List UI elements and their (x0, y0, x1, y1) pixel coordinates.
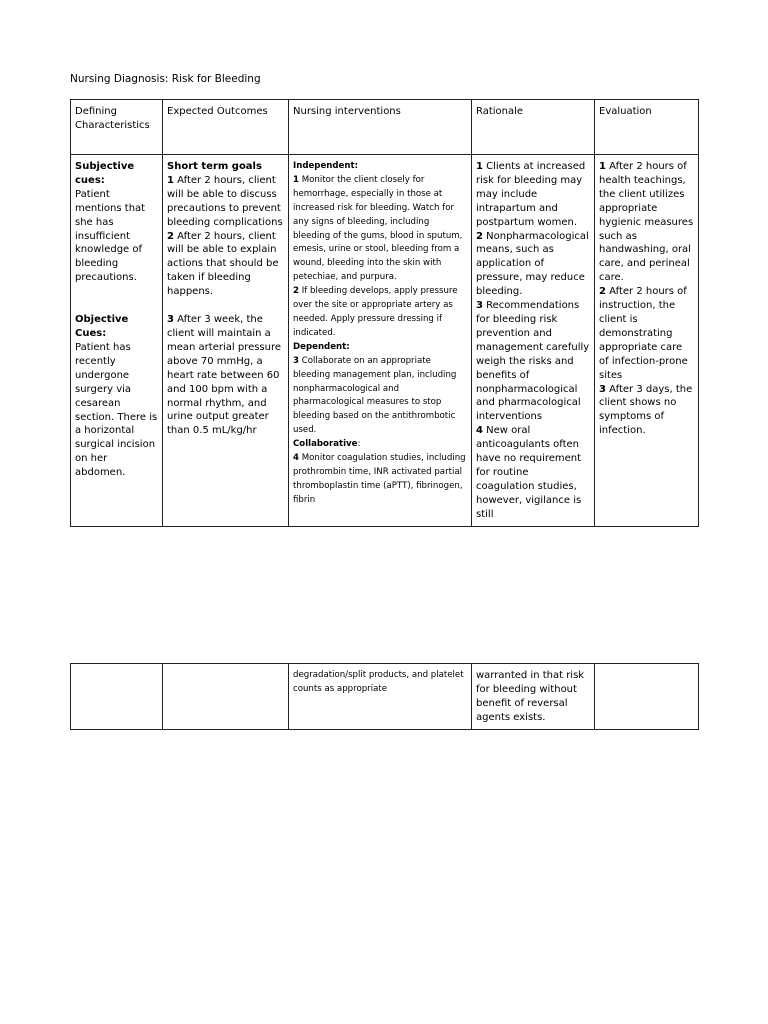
rationale-item: 2 Nonpharmacological means, such as application of pressure, may reduce bleeding. (476, 230, 589, 298)
intervention-item: 2 If bleeding develops, apply pressure over the site or appropriate artery as needed. Apply pressure dressing if indicated. (293, 286, 458, 338)
document-title: Nursing Diagnosis: Risk for Bleeding (70, 73, 261, 85)
outcome-item: 1 After 2 hours, client will be able to discuss precautions to prevent bleeding complications (167, 174, 283, 228)
objective-cues-text: Patient has recently undergone surgery via cesarean section. There is a horizontal surgical incision on her abdomen. (75, 341, 158, 479)
subjective-cues-text: Patient mentions that she has insufficient knowledge of bleeding precautions. (75, 188, 146, 284)
rationale-cell-continued: warranted in that risk for bleeding without benefit of reversal agents exists. (472, 664, 595, 730)
expected-outcomes-cell (163, 155, 289, 527)
independent-label: Independent: (293, 161, 359, 171)
intervention-item: 4 Monitor coagulation studies, including prothrombin time, INR activated partial thromboplastin time (aPTT), fibrinogen, fibrin (293, 453, 466, 505)
evaluation-item: 2 After 2 hours of instruction, the client is demonstrating appropriate care of infection-prone sites (599, 286, 688, 381)
outcome-item: 2 After 2 hours, client will be able to explain actions that should be taken if bleeding happens. (167, 230, 279, 298)
expected-outcomes-cell-continued (163, 664, 289, 730)
header-nursing-interventions: Nursing interventions (289, 100, 472, 155)
header-defining-characteristics: Defining Characteristics (71, 100, 163, 155)
short-term-goals-label: Short term goals (167, 161, 262, 172)
header-rationale: Rationale (472, 100, 595, 155)
rationale-item: 1 Clients at increased risk for bleeding may may include intrapartum and postpartum women. (476, 161, 586, 228)
care-plan-table (70, 99, 699, 527)
dependent-label: Dependent: (293, 341, 350, 352)
intervention-item: 1 Monitor the client closely for hemorrhage, especially in those at increased risk for bleeding. Watch for any signs of bleeding, including bleeding of the gums, blood in sputum, emesis, urine or stool, bleeding from a wound, bleeding into the skin with petechiae, and purpura. (293, 174, 463, 283)
defining-characteristics-cell-continued (71, 664, 163, 730)
evaluation-item: 3 After 3 days, the client shows no symptoms of infection. (599, 383, 693, 437)
evaluation-item: 1 After 2 hours of health teachings, the client utilizes appropriate hygienic measures such as handwashing, oral care, and perineal care. (599, 161, 694, 284)
header-expected-outcomes: Expected Outcomes (163, 100, 289, 155)
nursing-interventions-cell-continued: degradation/split products, and platelet counts as appropriate (289, 664, 472, 730)
intervention-item: 3 Collaborate on an appropriate bleeding management plan, including nonpharmacological and pharmacological measures to stop bleeding based on the antithrombotic used. (293, 355, 457, 436)
evaluation-cell (595, 155, 699, 527)
rationale-item: 3 Recommendations for bleeding risk prevention and management carefully weigh the risks and benefits of nonpharmacological and pharmacological interventions (476, 300, 590, 423)
rationale-cell (472, 155, 595, 527)
collaborative-label-line: Collaborative: (293, 439, 361, 450)
subjective-cues-label: Subjective cues: (75, 161, 135, 186)
header-evaluation: Evaluation (595, 100, 699, 155)
care-plan-table-continued (70, 663, 699, 730)
evaluation-cell-continued (595, 664, 699, 730)
defining-characteristics-cell (71, 155, 163, 527)
collaborative-label: Collaborative (293, 439, 358, 450)
outcome-item: 3 After 3 week, the client will maintain a mean arterial pressure above 70 mmHg, a heart rate between 60 and 100 bpm with a normal rhythm, and urine output greater than 0.5 mL/kg/hr (167, 314, 282, 437)
nursing-interventions-cell (289, 155, 472, 527)
objective-cues-label: Objective Cues: (75, 314, 129, 340)
rationale-item: 4 New oral anticoagulants often have no requirement for routine coagulation studies, however, vigilance is still (476, 425, 582, 520)
